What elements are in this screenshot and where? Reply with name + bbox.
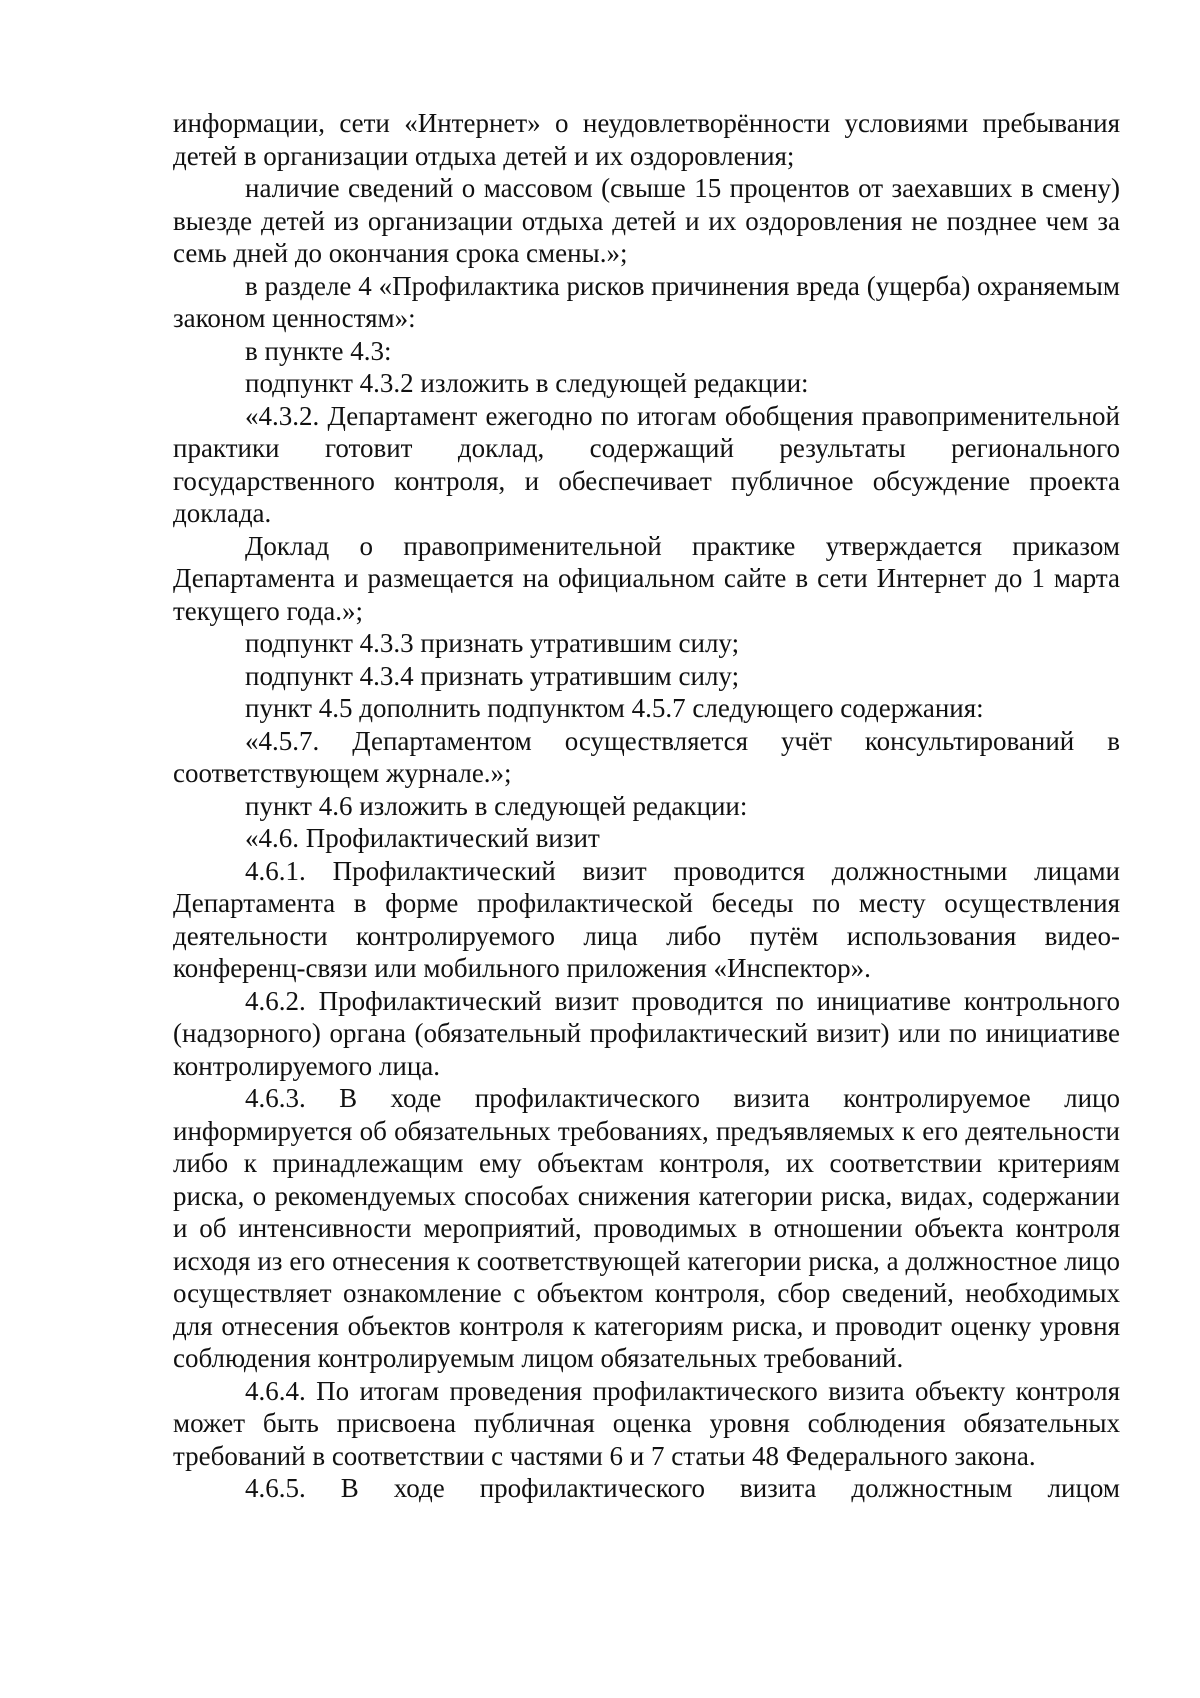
paragraph: 4.6.1. Профилактический визит проводится должностными лицами Департамента в форме профилактической беседы по месту осуществления деятельности контролируемого лица либо путём использования видео-конференц-связи или мобильного приложения «Инспектор». bbox=[173, 855, 1120, 983]
paragraph: «4.6. Профилактический визит bbox=[245, 823, 600, 853]
paragraph: «4.5.7. Департаментом осуществляется учёт консультирований в соответствующем журнале.»; bbox=[173, 725, 1120, 788]
paragraph: в разделе 4 «Профилактика рисков причинения вреда (ущерба) охраняемым законом ценностям»: bbox=[173, 270, 1120, 333]
paragraph: подпункт 4.3.2 изложить в следующей редакции: bbox=[245, 368, 809, 398]
paragraph: информации, сети «Интернет» о неудовлетворённости условиями пребывания детей в организации отдыха детей и их оздоровления; bbox=[173, 108, 1120, 171]
paragraph: Доклад о правоприменительной практике утверждается приказом Департамента и размещается на официальном сайте в сети Интернет до 1 марта текущего года.»; bbox=[173, 530, 1120, 626]
paragraph: 4.6.2. Профилактический визит проводится по инициативе контрольного (надзорного) органа (обязательный профилактический визит) или по инициативе контролируемого лица. bbox=[173, 985, 1120, 1081]
paragraph: «4.3.2. Департамент ежегодно по итогам обобщения правоприменительной практики готовит доклад, содержащий результаты регионального государственного контроля, и обеспечивает публичное обсуждение проекта доклада. bbox=[173, 400, 1120, 528]
paragraph-continued: 4.6.5. В ходе профилактического визита должностным лицом bbox=[245, 1473, 1120, 1503]
paragraph: пункт 4.5 дополнить подпунктом 4.5.7 следующего содержания: bbox=[245, 693, 984, 723]
paragraph: в пункте 4.3: bbox=[245, 335, 392, 366]
paragraph: 4.6.3. В ходе профилактического визита контролируемое лицо информируется об обязательных требованиях, предъявляемых к его деятельности либо к принадлежащим ему объектам контроля, их соответствии критериям риска, о рекомендуемых способах снижения категории риска, видах, содержании и об интенсивности мероприятий, проводимых в отношении объекта контроля исходя из его отнесения к соответствующей категории риска, а должностное лицо осуществляет ознакомление с объектом контроля, сбор сведений, необходимых для отнесения объектов контроля к категориям риска, и проводит оценку уровня соблюдения контролируемым лицом обязательных требований. bbox=[173, 1083, 1120, 1373]
paragraph: пункт 4.6 изложить в следующей редакции: bbox=[245, 790, 748, 821]
paragraph: подпункт 4.3.4 признать утратившим силу; bbox=[245, 660, 740, 691]
paragraph: 4.6.4. По итогам проведения профилактического визита объекту контроля может быть присвоена публичная оценка уровня соблюдения обязательных требований в соответствии с частями 6 и 7 статьи 48 Федерального закона. bbox=[173, 1375, 1120, 1471]
paragraph: подпункт 4.3.3 признать утратившим силу; bbox=[245, 628, 740, 658]
document-page bbox=[173, 107, 1120, 1505]
paragraph: наличие сведений о массовом (свыше 15 процентов от заехавших в смену) выезде детей из организации отдыха детей и их оздоровления не позднее чем за семь дней до окончания срока смены.»; bbox=[173, 173, 1120, 268]
